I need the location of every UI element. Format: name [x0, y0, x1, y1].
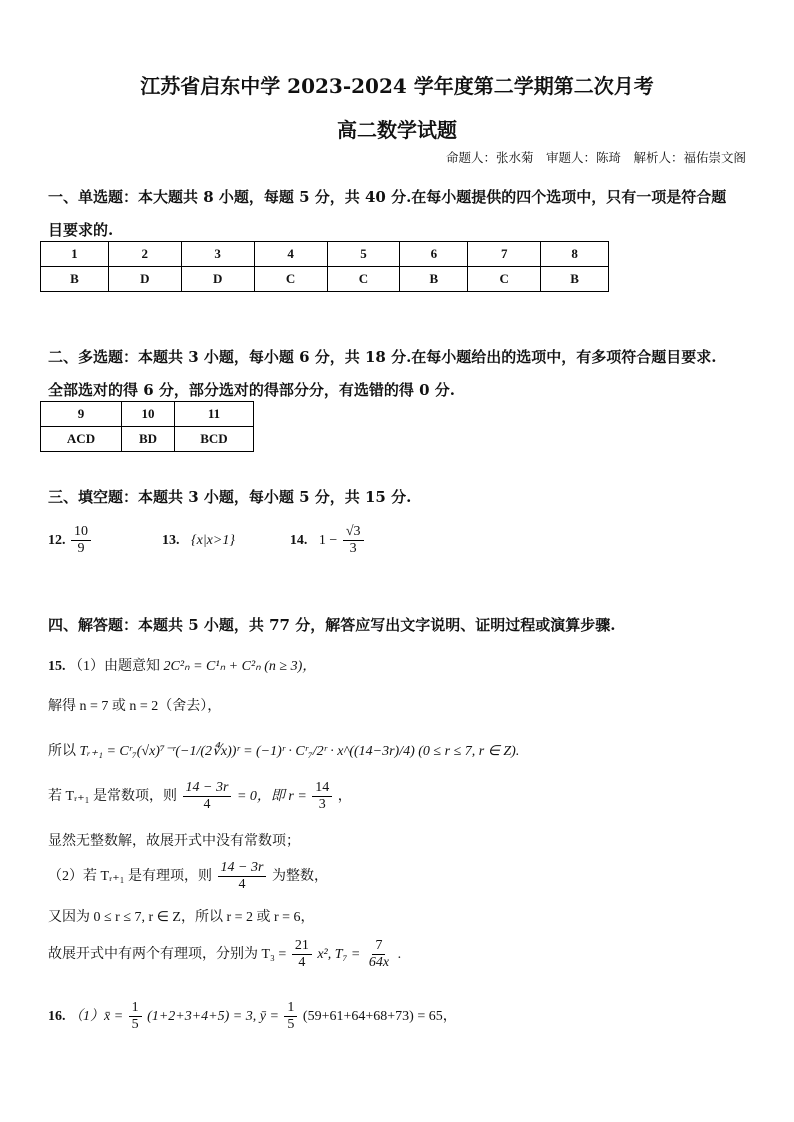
q13-answer: {x|x>1} — [191, 532, 235, 548]
table-row — [41, 402, 254, 427]
question-number: 1 — [41, 242, 109, 267]
table-row — [41, 267, 609, 292]
section1-heading-line2: 目要求的. — [48, 221, 114, 239]
q14-prefix: 1 − — [318, 532, 338, 548]
section1-heading-line1: 一、单选题：本大题共 8 小题，每题 5 分，共 40 分.在每小题提供的四个选项中，只有一项是符合题 — [48, 188, 727, 206]
q14-answer: $\frac{√3}{3}$ — [343, 524, 364, 557]
question-number: 4 — [254, 242, 327, 267]
answer-cell: ACD — [41, 427, 122, 452]
q15-line3: 所以 Tᵣ₊₁ = Cʳ₇(√x)⁷⁻ʳ(−1/(2∜x))ʳ = (−1)ʳ · Cʳ₇/2ʳ · x^((14−3r)/4) (0 ≤ r ≤ 7, r ∈ Z). — [48, 744, 520, 759]
answer-cell: D — [108, 267, 181, 292]
q15-line1: 15. （1）由题意知 2C²ₙ = C¹ₙ + C²ₙ (n ≥ 3)， — [48, 659, 317, 674]
question-number: 5 — [327, 242, 400, 267]
q15-line6: （2）若 Tᵣ₊₁ 是有理项，则 $\frac{14 - 3r}{4}$ 为整数， — [48, 860, 328, 893]
answer-cell: D — [181, 267, 254, 292]
section2-heading-line2: 全部选对的得 6 分，部分选对的得部分分，有选错的得 0 分. — [48, 381, 455, 399]
answer-cell: BCD — [174, 427, 253, 452]
q15-line4: 若 Tᵣ₊₁ 是常数项，则 $\frac{14 - 3r}{4}$ = 0，即 r = $\frac{14}{3}$ ， — [48, 780, 352, 813]
q15-line8: 故展开式中有两个有理项，分别为 T₃ = $\frac{21}{4}$ x², T₇ = $\frac{7}{64x}$ . — [48, 938, 402, 971]
question-number: 2 — [108, 242, 181, 267]
q16-line1: 16. （1）x̄ = $\frac{1}{5}$ (1+2+3+4+5) = 3, ȳ = $\frac{1}{5}$ (59+61+64+68+73) = 65， — [48, 1000, 457, 1033]
answer-cell: C — [327, 267, 400, 292]
q15-line5: 显然无整数解，故展开式中没有常数项； — [48, 834, 300, 849]
page-title: 江苏省启东中学 2023-2024 学年度第二学期第二次月考 — [140, 74, 654, 98]
q15-line2: 解得 n = 7 或 n = 2（舍去）， — [48, 699, 222, 714]
table-row — [41, 242, 609, 267]
section3-heading: 三、填空题：本题共 3 小题，每小题 5 分，共 15 分. — [48, 488, 412, 506]
fill-blank-answers — [48, 524, 366, 557]
single-choice-answer-table — [40, 241, 609, 292]
q12-label: 12. — [48, 532, 66, 548]
section2-heading-line1: 二、多选题：本题共 3 小题，每小题 6 分，共 18 分.在每小题给出的选项中，有多项符合题目要求. — [48, 348, 717, 366]
question-number: 7 — [468, 242, 541, 267]
question-number: 3 — [181, 242, 254, 267]
question-number: 8 — [541, 242, 609, 267]
question-number: 9 — [41, 402, 122, 427]
answer-cell: BD — [122, 427, 175, 452]
answer-cell: B — [541, 267, 609, 292]
section4-heading: 四、解答题：本题共 5 小题，共 77 分，解答应写出文字说明、证明过程或演算步骤. — [48, 616, 616, 634]
q12-answer: $\frac{10}{9}$ — [71, 524, 91, 557]
answer-cell: B — [400, 267, 468, 292]
q15-line7: 又因为 0 ≤ r ≤ 7, r ∈ Z，所以 r = 2 或 r = 6， — [48, 910, 315, 925]
answer-cell: C — [254, 267, 327, 292]
answer-cell: B — [41, 267, 109, 292]
q13-label: 13. — [162, 532, 180, 548]
question-number: 10 — [122, 402, 175, 427]
answer-cell: C — [468, 267, 541, 292]
question-number: 6 — [400, 242, 468, 267]
table-row — [41, 427, 254, 452]
q14-label: 14. — [289, 532, 308, 548]
author-info: 命题人：张水菊 审题人：陈琦 解析人：福佑崇文阁 — [445, 150, 746, 165]
page-subtitle: 高二数学试题 — [337, 118, 457, 142]
multi-choice-answer-table — [40, 401, 254, 452]
question-number: 11 — [174, 402, 253, 427]
